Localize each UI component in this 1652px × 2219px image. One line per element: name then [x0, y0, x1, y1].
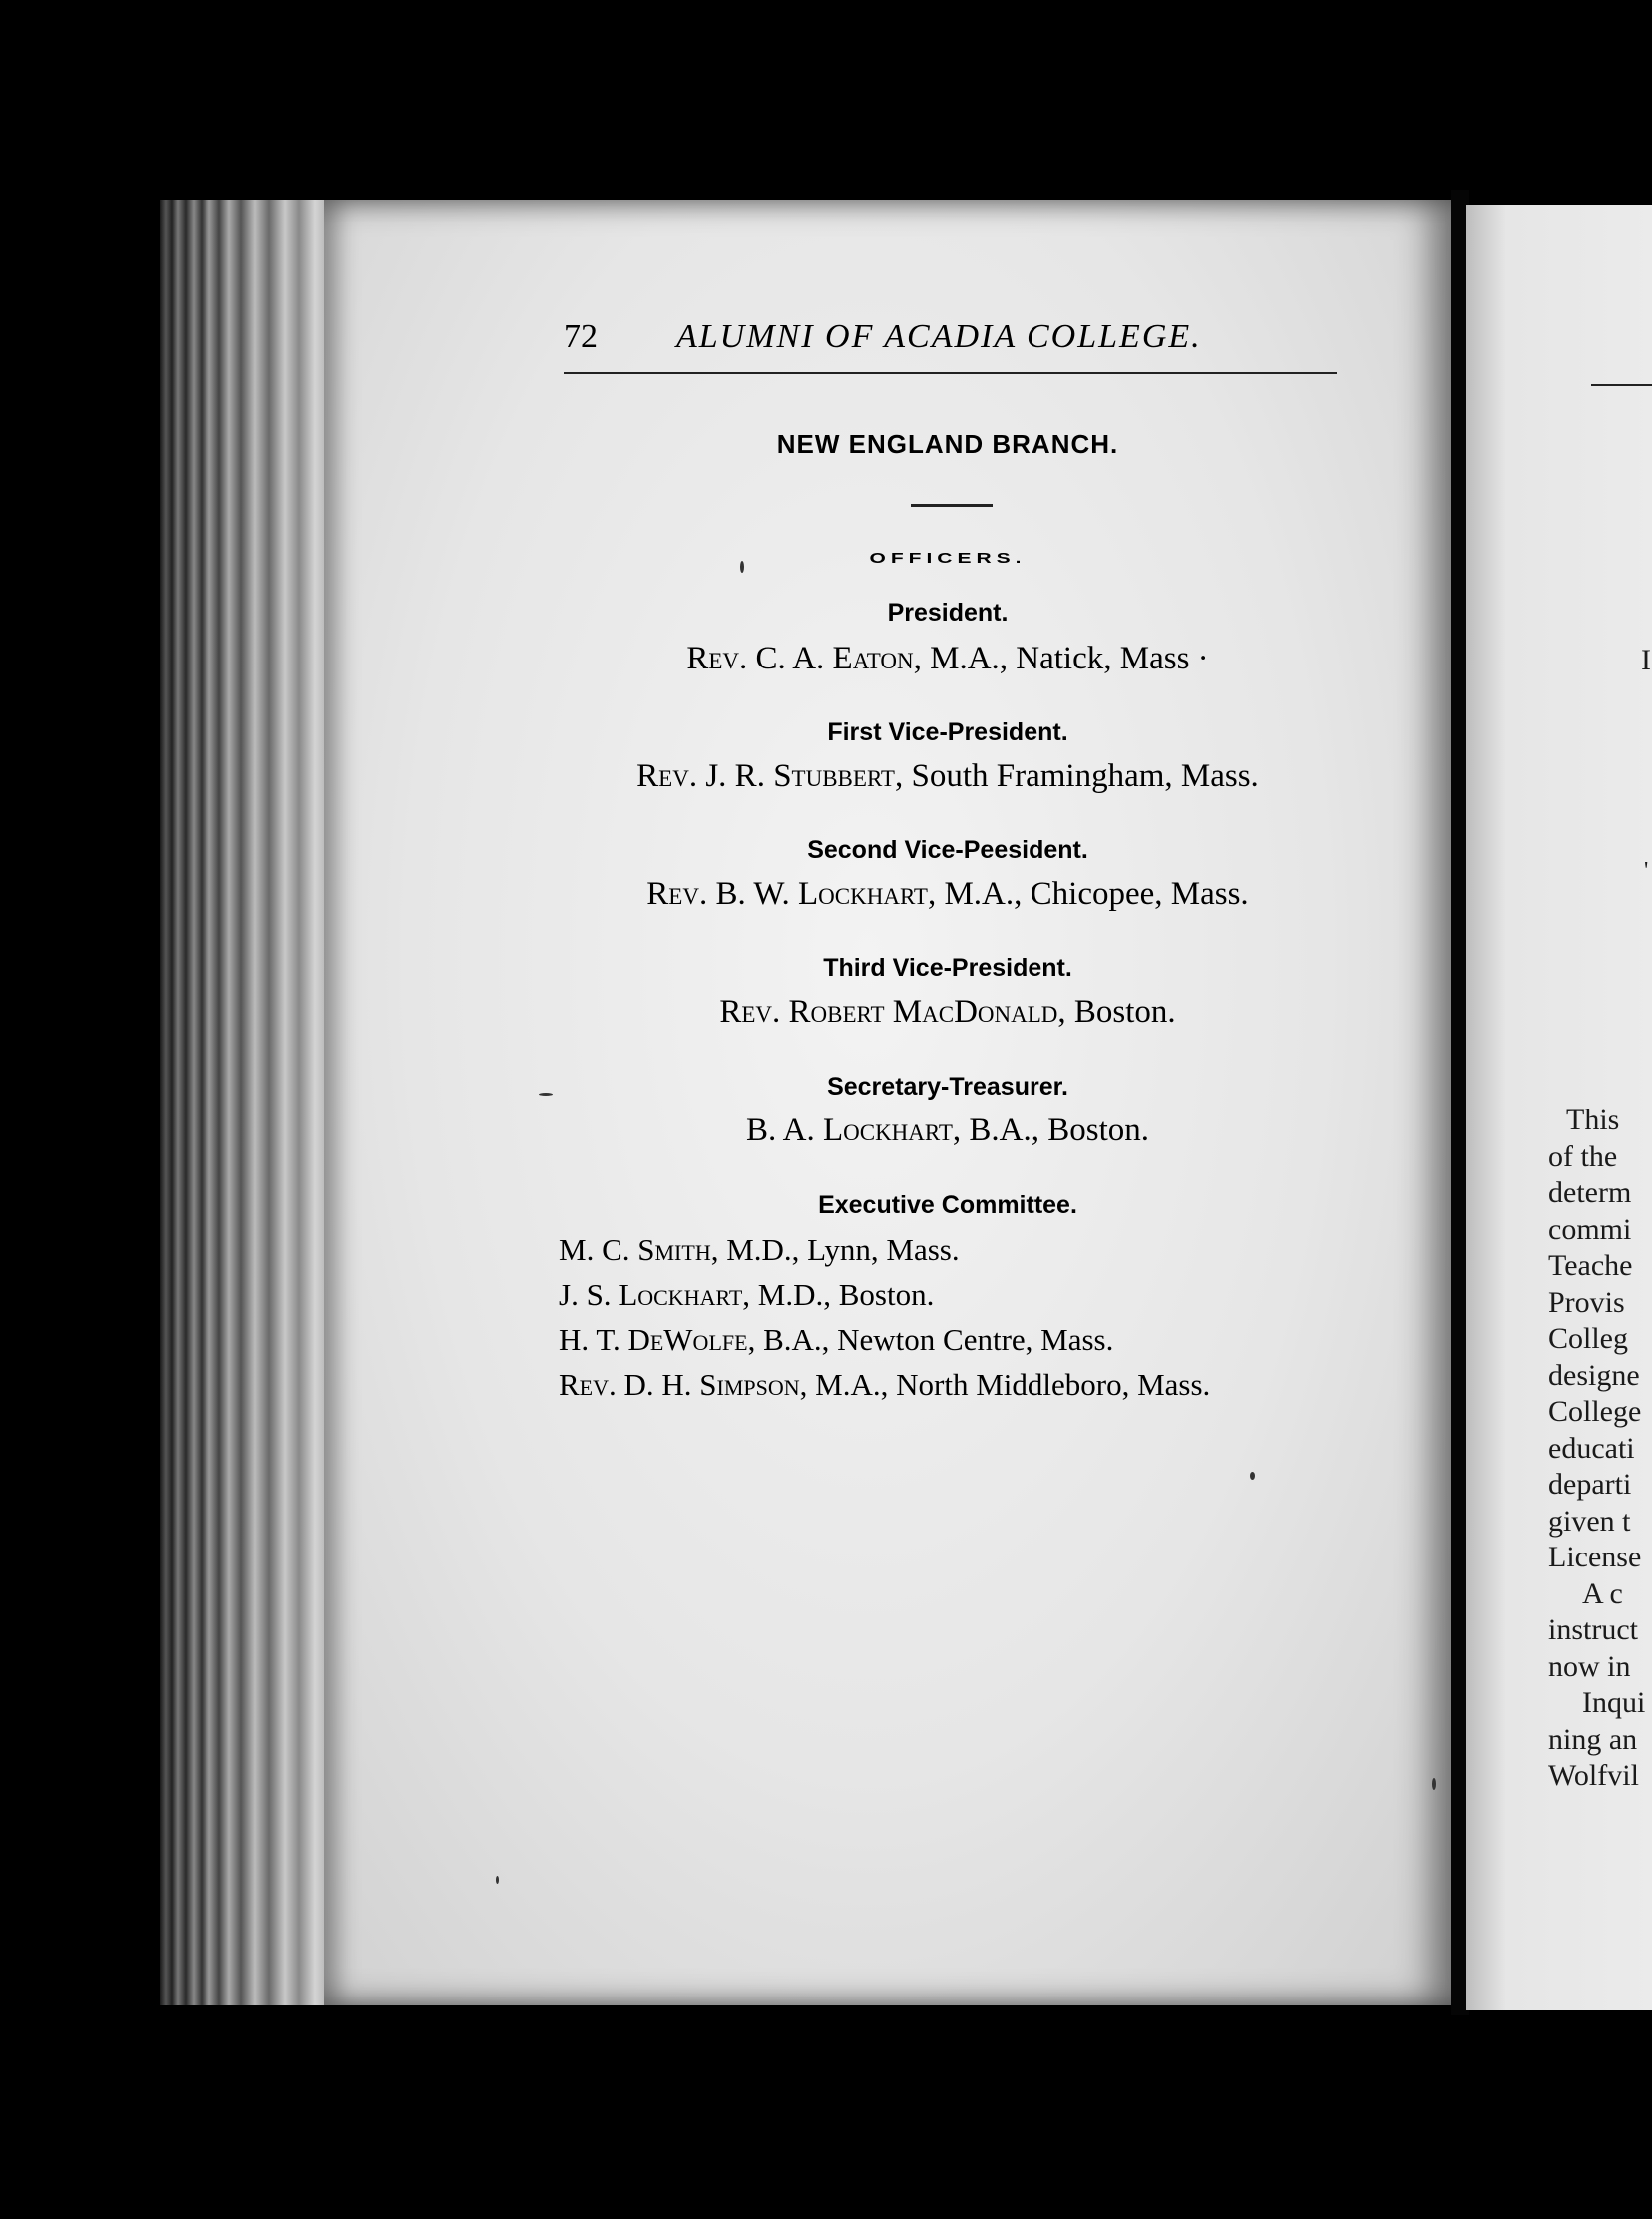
facing-page-line: ning an: [1548, 1722, 1638, 1756]
member-details: , M.D., Lynn, Mass.: [710, 1232, 960, 1267]
member-initials: J. S.: [559, 1277, 612, 1312]
member-details: , M.A., North Middleboro, Mass.: [799, 1367, 1211, 1402]
section-rule: [911, 504, 993, 507]
facing-page-line: Wolfvil: [1548, 1759, 1639, 1792]
holder-initials: J. R.: [705, 758, 765, 794]
facing-page-line: departi: [1548, 1468, 1632, 1501]
facing-page-line: determ: [1548, 1176, 1632, 1209]
office-holder: [559, 876, 1337, 913]
holder-initials: B. W.: [715, 876, 790, 912]
holder-title: Rev.: [686, 641, 748, 676]
facing-page-rule: [1591, 384, 1652, 386]
holder-details: , M.A., Chicopee, Mass.: [927, 876, 1249, 912]
member-surname: Lockhart: [619, 1277, 743, 1312]
holder-surname: Lockhart: [822, 1112, 953, 1148]
paper-speck: [1250, 1472, 1255, 1480]
committee-member: [559, 1317, 1357, 1362]
holder-title: Rev.: [719, 994, 781, 1030]
page-number: 72: [564, 318, 598, 355]
member-surname: Smith: [637, 1232, 711, 1267]
holder-surname: Stubbert: [773, 758, 895, 794]
running-header: [564, 314, 1337, 374]
office-role: Secretary-Treasurer.: [827, 1073, 1068, 1101]
office-role: Second Vice-Peesident.: [807, 836, 1088, 864]
facing-page-line: of the: [1548, 1139, 1618, 1173]
paper-speck: [496, 1876, 499, 1884]
facing-page-line: educati: [1548, 1431, 1635, 1465]
committee-member: [559, 1272, 1357, 1317]
holder-details: , Boston.: [1057, 994, 1176, 1030]
office-holder: [559, 641, 1337, 677]
paper-speck: [539, 1093, 553, 1096]
holder-details: , M.A., Natick, Mass ·: [913, 641, 1209, 676]
committee-list: [559, 1227, 1357, 1407]
branch-title: NEW ENGLAND BRANCH.: [776, 429, 1119, 459]
facing-page-line: A c: [1582, 1576, 1623, 1610]
holder-details: , South Framingham, Mass.: [894, 758, 1259, 794]
facing-page-line: Inqui: [1582, 1686, 1646, 1719]
paper-speck: [740, 561, 744, 573]
member-details: , B.A., Newton Centre, Mass.: [747, 1322, 1114, 1357]
facing-page: [1466, 205, 1652, 2010]
member-surname: Simpson: [699, 1367, 800, 1402]
holder-title: Rev.: [646, 876, 708, 912]
member-surname: DeWolfe: [627, 1322, 748, 1357]
facing-page-line: Provis: [1548, 1285, 1625, 1319]
facing-page-line: now in: [1548, 1649, 1631, 1683]
member-initials: D. H.: [623, 1367, 692, 1402]
holder-surname: Eaton: [832, 641, 914, 676]
holder-details: , B.A., Boston.: [952, 1112, 1150, 1148]
office-role: Third Vice-President.: [823, 954, 1072, 982]
holder-surname: Robert MacDonald: [788, 994, 1058, 1030]
member-title: Rev.: [559, 1367, 617, 1402]
facing-page-line: This: [1566, 1104, 1620, 1136]
facing-page-line: commi: [1548, 1212, 1632, 1246]
office-role: President.: [887, 599, 1009, 627]
facing-page-mark: ': [1644, 858, 1649, 884]
holder-initials: B. A.: [745, 1112, 815, 1148]
member-details: , M.D., Boston.: [742, 1277, 935, 1312]
holder-initials: C. A.: [755, 641, 825, 676]
officers-heading: OFFICERS.: [869, 550, 1027, 567]
facing-page-line: College: [1548, 1395, 1642, 1428]
facing-page-text: [1548, 1103, 1652, 1795]
paper-speck: [1432, 1778, 1436, 1790]
office-holder: [559, 1112, 1337, 1149]
facing-page-line: designe: [1548, 1358, 1640, 1392]
office-holder: [559, 994, 1337, 1031]
office-role: First Vice-President.: [827, 718, 1068, 746]
holder-title: Rev.: [636, 758, 698, 794]
committee-heading: Executive Committee.: [818, 1191, 1077, 1219]
running-title: ALUMNI OF ACADIA COLLEGE.: [676, 318, 1202, 355]
committee-member: [559, 1227, 1357, 1272]
member-initials: M. C.: [559, 1232, 630, 1267]
left-page: [324, 200, 1456, 2005]
book-page-edges: [160, 200, 329, 2005]
facing-page-line: License: [1548, 1541, 1642, 1573]
facing-page-line: given t: [1548, 1504, 1631, 1538]
facing-page-line: Colleg: [1548, 1322, 1628, 1355]
facing-page-line: Teache: [1548, 1249, 1633, 1282]
committee-member: [559, 1362, 1357, 1407]
facing-page-mark: I: [1641, 644, 1651, 676]
holder-surname: Lockhart: [798, 876, 928, 912]
office-holder: [559, 758, 1337, 795]
facing-page-line: instruct: [1548, 1613, 1638, 1646]
member-initials: H. T.: [559, 1322, 620, 1357]
